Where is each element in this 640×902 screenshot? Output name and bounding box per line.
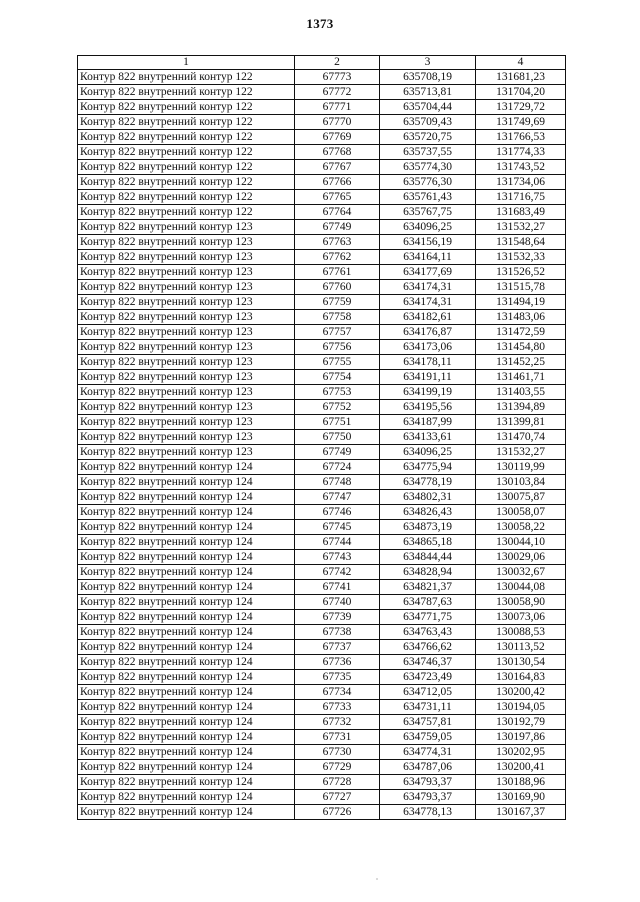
point-number-cell: 67772 <box>295 85 380 100</box>
table-row <box>78 730 566 745</box>
table-row <box>78 580 566 595</box>
table-row <box>78 520 566 535</box>
point-number-cell: 67766 <box>295 175 380 190</box>
table-row <box>78 145 566 160</box>
contour-name-cell: Контур 822 внутренний контур 122 <box>78 190 295 205</box>
y-coordinate-cell: 131716,75 <box>476 190 566 205</box>
x-coordinate-cell: 634096,25 <box>380 445 476 460</box>
x-coordinate-cell: 634793,37 <box>380 775 476 790</box>
y-coordinate-cell: 131483,06 <box>476 310 566 325</box>
x-coordinate-cell: 634096,25 <box>380 220 476 235</box>
contour-name-cell: Контур 822 внутренний контур 124 <box>78 760 295 775</box>
x-coordinate-cell: 635761,43 <box>380 190 476 205</box>
point-number-cell: 67751 <box>295 415 380 430</box>
coordinates-table <box>77 55 566 820</box>
x-coordinate-cell: 634174,31 <box>380 280 476 295</box>
contour-name-cell: Контур 822 внутренний контур 122 <box>78 100 295 115</box>
point-number-cell: 67770 <box>295 115 380 130</box>
point-number-cell: 67741 <box>295 580 380 595</box>
point-number-cell: 67753 <box>295 385 380 400</box>
table-row <box>78 280 566 295</box>
contour-name-cell: Контур 822 внутренний контур 123 <box>78 430 295 445</box>
x-coordinate-cell: 634199,19 <box>380 385 476 400</box>
x-coordinate-cell: 634787,63 <box>380 595 476 610</box>
point-number-cell: 67727 <box>295 790 380 805</box>
y-coordinate-cell: 130073,06 <box>476 610 566 625</box>
table-row <box>78 400 566 415</box>
y-coordinate-cell: 131532,27 <box>476 220 566 235</box>
point-number-cell: 67756 <box>295 340 380 355</box>
table-row <box>78 745 566 760</box>
table-header-row <box>78 56 566 70</box>
x-coordinate-cell: 634187,99 <box>380 415 476 430</box>
table-row <box>78 805 566 820</box>
y-coordinate-cell: 131394,89 <box>476 400 566 415</box>
table-row <box>78 205 566 220</box>
point-number-cell: 67764 <box>295 205 380 220</box>
contour-name-cell: Контур 822 внутренний контур 123 <box>78 310 295 325</box>
table-row <box>78 175 566 190</box>
contour-name-cell: Контур 822 внутренний контур 124 <box>78 580 295 595</box>
x-coordinate-cell: 634731,11 <box>380 700 476 715</box>
table-row <box>78 700 566 715</box>
y-coordinate-cell: 131526,52 <box>476 265 566 280</box>
x-coordinate-cell: 634133,61 <box>380 430 476 445</box>
contour-name-cell: Контур 822 внутренний контур 122 <box>78 70 295 85</box>
y-coordinate-cell: 131774,33 <box>476 145 566 160</box>
point-number-cell: 67728 <box>295 775 380 790</box>
table-row <box>78 460 566 475</box>
point-number-cell: 67749 <box>295 220 380 235</box>
table-row <box>78 355 566 370</box>
x-coordinate-cell: 634821,37 <box>380 580 476 595</box>
point-number-cell: 67754 <box>295 370 380 385</box>
contour-name-cell: Контур 822 внутренний контур 123 <box>78 355 295 370</box>
y-coordinate-cell: 131743,52 <box>476 160 566 175</box>
x-coordinate-cell: 634771,75 <box>380 610 476 625</box>
x-coordinate-cell: 635704,44 <box>380 100 476 115</box>
y-coordinate-cell: 130188,96 <box>476 775 566 790</box>
contour-name-cell: Контур 822 внутренний контур 123 <box>78 370 295 385</box>
y-coordinate-cell: 130088,53 <box>476 625 566 640</box>
point-number-cell: 67738 <box>295 625 380 640</box>
table-row <box>78 190 566 205</box>
x-coordinate-cell: 634775,94 <box>380 460 476 475</box>
point-number-cell: 67747 <box>295 490 380 505</box>
contour-name-cell: Контур 822 внутренний контур 122 <box>78 205 295 220</box>
point-number-cell: 67729 <box>295 760 380 775</box>
point-number-cell: 67726 <box>295 805 380 820</box>
y-coordinate-cell: 131766,53 <box>476 130 566 145</box>
table-row <box>78 760 566 775</box>
y-coordinate-cell: 131452,25 <box>476 355 566 370</box>
contour-name-cell: Контур 822 внутренний контур 122 <box>78 175 295 190</box>
contour-name-cell: Контур 822 внутренний контур 122 <box>78 160 295 175</box>
x-coordinate-cell: 635713,81 <box>380 85 476 100</box>
x-coordinate-cell: 635774,30 <box>380 160 476 175</box>
point-number-cell: 67769 <box>295 130 380 145</box>
y-coordinate-cell: 130119,99 <box>476 460 566 475</box>
table-row <box>78 475 566 490</box>
point-number-cell: 67750 <box>295 430 380 445</box>
table-row <box>78 640 566 655</box>
table-row <box>78 595 566 610</box>
x-coordinate-cell: 634164,11 <box>380 250 476 265</box>
table-row <box>78 100 566 115</box>
table-row <box>78 550 566 565</box>
contour-name-cell: Контур 822 внутренний контур 123 <box>78 220 295 235</box>
contour-name-cell: Контур 822 внутренний контур 123 <box>78 280 295 295</box>
contour-name-cell: Контур 822 внутренний контур 122 <box>78 145 295 160</box>
contour-name-cell: Контур 822 внутренний контур 124 <box>78 790 295 805</box>
y-coordinate-cell: 131472,59 <box>476 325 566 340</box>
contour-name-cell: Контур 822 внутренний контур 124 <box>78 670 295 685</box>
contour-name-cell: Контур 822 внутренний контур 124 <box>78 475 295 490</box>
point-number-cell: 67758 <box>295 310 380 325</box>
point-number-cell: 67734 <box>295 685 380 700</box>
table-row <box>78 505 566 520</box>
table-row <box>78 385 566 400</box>
table-row <box>78 235 566 250</box>
contour-name-cell: Контур 822 внутренний контур 124 <box>78 505 295 520</box>
point-number-cell: 67732 <box>295 715 380 730</box>
x-coordinate-cell: 635708,19 <box>380 70 476 85</box>
point-number-cell: 67761 <box>295 265 380 280</box>
table-row <box>78 295 566 310</box>
table-row <box>78 130 566 145</box>
table-row <box>78 340 566 355</box>
contour-name-cell: Контур 822 внутренний контур 124 <box>78 625 295 640</box>
point-number-cell: 67736 <box>295 655 380 670</box>
table-row <box>78 430 566 445</box>
y-coordinate-cell: 131532,27 <box>476 445 566 460</box>
table-row <box>78 775 566 790</box>
point-number-cell: 67735 <box>295 670 380 685</box>
contour-name-cell: Контур 822 внутренний контур 124 <box>78 460 295 475</box>
table-row <box>78 625 566 640</box>
x-coordinate-cell: 634763,43 <box>380 625 476 640</box>
x-coordinate-cell: 634793,37 <box>380 790 476 805</box>
scan-artifact <box>376 878 378 880</box>
y-coordinate-cell: 130058,07 <box>476 505 566 520</box>
contour-name-cell: Контур 822 внутренний контур 122 <box>78 85 295 100</box>
point-number-cell: 67765 <box>295 190 380 205</box>
x-coordinate-cell: 634778,19 <box>380 475 476 490</box>
y-coordinate-cell: 130194,05 <box>476 700 566 715</box>
x-coordinate-cell: 634191,11 <box>380 370 476 385</box>
x-coordinate-cell: 635709,43 <box>380 115 476 130</box>
point-number-cell: 67746 <box>295 505 380 520</box>
y-coordinate-cell: 130202,95 <box>476 745 566 760</box>
column-header-1: 1 <box>78 56 295 70</box>
y-coordinate-cell: 130164,83 <box>476 670 566 685</box>
contour-name-cell: Контур 822 внутренний контур 123 <box>78 250 295 265</box>
point-number-cell: 67730 <box>295 745 380 760</box>
contour-name-cell: Контур 822 внутренний контур 124 <box>78 805 295 820</box>
y-coordinate-cell: 131704,20 <box>476 85 566 100</box>
table-body <box>78 70 566 820</box>
contour-name-cell: Контур 822 внутренний контур 124 <box>78 535 295 550</box>
point-number-cell: 67743 <box>295 550 380 565</box>
y-coordinate-cell: 130167,37 <box>476 805 566 820</box>
x-coordinate-cell: 634176,87 <box>380 325 476 340</box>
y-coordinate-cell: 131454,80 <box>476 340 566 355</box>
y-coordinate-cell: 130192,79 <box>476 715 566 730</box>
contour-name-cell: Контур 822 внутренний контур 123 <box>78 295 295 310</box>
x-coordinate-cell: 635776,30 <box>380 175 476 190</box>
y-coordinate-cell: 131749,69 <box>476 115 566 130</box>
table-row <box>78 490 566 505</box>
table-row <box>78 265 566 280</box>
y-coordinate-cell: 131399,81 <box>476 415 566 430</box>
column-header-4: 4 <box>476 56 566 70</box>
coordinates-table-container <box>77 55 565 820</box>
y-coordinate-cell: 130197,86 <box>476 730 566 745</box>
x-coordinate-cell: 634759,05 <box>380 730 476 745</box>
contour-name-cell: Контур 822 внутренний контур 123 <box>78 235 295 250</box>
y-coordinate-cell: 131532,33 <box>476 250 566 265</box>
y-coordinate-cell: 130044,08 <box>476 580 566 595</box>
x-coordinate-cell: 634774,31 <box>380 745 476 760</box>
table-row <box>78 325 566 340</box>
contour-name-cell: Контур 822 внутренний контур 124 <box>78 640 295 655</box>
point-number-cell: 67752 <box>295 400 380 415</box>
y-coordinate-cell: 131515,78 <box>476 280 566 295</box>
contour-name-cell: Контур 822 внутренний контур 124 <box>78 685 295 700</box>
table-row <box>78 790 566 805</box>
x-coordinate-cell: 635720,75 <box>380 130 476 145</box>
contour-name-cell: Контур 822 внутренний контур 124 <box>78 550 295 565</box>
x-coordinate-cell: 634178,11 <box>380 355 476 370</box>
point-number-cell: 67767 <box>295 160 380 175</box>
contour-name-cell: Контур 822 внутренний контур 124 <box>78 775 295 790</box>
table-row <box>78 415 566 430</box>
column-header-2: 2 <box>295 56 380 70</box>
table-row <box>78 685 566 700</box>
x-coordinate-cell: 634802,31 <box>380 490 476 505</box>
contour-name-cell: Контур 822 внутренний контур 123 <box>78 445 295 460</box>
table-row <box>78 565 566 580</box>
y-coordinate-cell: 130200,41 <box>476 760 566 775</box>
contour-name-cell: Контур 822 внутренний контур 123 <box>78 265 295 280</box>
y-coordinate-cell: 131548,64 <box>476 235 566 250</box>
y-coordinate-cell: 130029,06 <box>476 550 566 565</box>
x-coordinate-cell: 635737,55 <box>380 145 476 160</box>
y-coordinate-cell: 131681,23 <box>476 70 566 85</box>
x-coordinate-cell: 634778,13 <box>380 805 476 820</box>
x-coordinate-cell: 634766,62 <box>380 640 476 655</box>
y-coordinate-cell: 131470,74 <box>476 430 566 445</box>
y-coordinate-cell: 130032,67 <box>476 565 566 580</box>
x-coordinate-cell: 634723,49 <box>380 670 476 685</box>
point-number-cell: 67757 <box>295 325 380 340</box>
contour-name-cell: Контур 822 внутренний контур 124 <box>78 745 295 760</box>
table-row <box>78 250 566 265</box>
y-coordinate-cell: 131403,55 <box>476 385 566 400</box>
point-number-cell: 67731 <box>295 730 380 745</box>
x-coordinate-cell: 634865,18 <box>380 535 476 550</box>
contour-name-cell: Контур 822 внутренний контур 123 <box>78 385 295 400</box>
column-header-3: 3 <box>380 56 476 70</box>
table-row <box>78 115 566 130</box>
x-coordinate-cell: 634195,56 <box>380 400 476 415</box>
point-number-cell: 67744 <box>295 535 380 550</box>
y-coordinate-cell: 130075,87 <box>476 490 566 505</box>
page-number: 1373 <box>306 16 334 31</box>
contour-name-cell: Контур 822 внутренний контур 122 <box>78 130 295 145</box>
x-coordinate-cell: 634182,61 <box>380 310 476 325</box>
point-number-cell: 67771 <box>295 100 380 115</box>
y-coordinate-cell: 131734,06 <box>476 175 566 190</box>
table-row <box>78 610 566 625</box>
y-coordinate-cell: 131461,71 <box>476 370 566 385</box>
x-coordinate-cell: 634826,43 <box>380 505 476 520</box>
point-number-cell: 67740 <box>295 595 380 610</box>
table-row <box>78 160 566 175</box>
x-coordinate-cell: 634156,19 <box>380 235 476 250</box>
contour-name-cell: Контур 822 внутренний контур 124 <box>78 610 295 625</box>
point-number-cell: 67773 <box>295 70 380 85</box>
point-number-cell: 67737 <box>295 640 380 655</box>
point-number-cell: 67724 <box>295 460 380 475</box>
contour-name-cell: Контур 822 внутренний контур 124 <box>78 730 295 745</box>
point-number-cell: 67763 <box>295 235 380 250</box>
x-coordinate-cell: 634828,94 <box>380 565 476 580</box>
contour-name-cell: Контур 822 внутренний контур 123 <box>78 415 295 430</box>
table-row <box>78 310 566 325</box>
point-number-cell: 67745 <box>295 520 380 535</box>
point-number-cell: 67768 <box>295 145 380 160</box>
table-row <box>78 85 566 100</box>
contour-name-cell: Контур 822 внутренний контур 123 <box>78 340 295 355</box>
contour-name-cell: Контур 822 внутренний контур 124 <box>78 700 295 715</box>
x-coordinate-cell: 634173,06 <box>380 340 476 355</box>
table-row <box>78 70 566 85</box>
point-number-cell: 67748 <box>295 475 380 490</box>
x-coordinate-cell: 634757,81 <box>380 715 476 730</box>
point-number-cell: 67755 <box>295 355 380 370</box>
y-coordinate-cell: 130130,54 <box>476 655 566 670</box>
point-number-cell: 67760 <box>295 280 380 295</box>
point-number-cell: 67759 <box>295 295 380 310</box>
point-number-cell: 67749 <box>295 445 380 460</box>
x-coordinate-cell: 634712,05 <box>380 685 476 700</box>
table-row <box>78 535 566 550</box>
contour-name-cell: Контур 822 внутренний контур 123 <box>78 325 295 340</box>
y-coordinate-cell: 130058,22 <box>476 520 566 535</box>
contour-name-cell: Контур 822 внутренний контур 123 <box>78 400 295 415</box>
y-coordinate-cell: 131729,72 <box>476 100 566 115</box>
x-coordinate-cell: 634177,69 <box>380 265 476 280</box>
contour-name-cell: Контур 822 внутренний контур 124 <box>78 595 295 610</box>
contour-name-cell: Контур 822 внутренний контур 124 <box>78 520 295 535</box>
table-row <box>78 715 566 730</box>
y-coordinate-cell: 130200,42 <box>476 685 566 700</box>
table-row <box>78 445 566 460</box>
y-coordinate-cell: 130058,90 <box>476 595 566 610</box>
contour-name-cell: Контур 822 внутренний контур 124 <box>78 490 295 505</box>
y-coordinate-cell: 130044,10 <box>476 535 566 550</box>
point-number-cell: 67742 <box>295 565 380 580</box>
contour-name-cell: Контур 822 внутренний контур 122 <box>78 115 295 130</box>
contour-name-cell: Контур 822 внутренний контур 124 <box>78 715 295 730</box>
x-coordinate-cell: 634873,19 <box>380 520 476 535</box>
x-coordinate-cell: 634844,44 <box>380 550 476 565</box>
contour-name-cell: Контур 822 внутренний контур 124 <box>78 565 295 580</box>
x-coordinate-cell: 634746,37 <box>380 655 476 670</box>
table-row <box>78 220 566 235</box>
y-coordinate-cell: 130169,90 <box>476 790 566 805</box>
contour-name-cell: Контур 822 внутренний контур 124 <box>78 655 295 670</box>
table-row <box>78 670 566 685</box>
y-coordinate-cell: 131683,49 <box>476 205 566 220</box>
y-coordinate-cell: 130103,84 <box>476 475 566 490</box>
x-coordinate-cell: 634787,06 <box>380 760 476 775</box>
point-number-cell: 67762 <box>295 250 380 265</box>
y-coordinate-cell: 131494,19 <box>476 295 566 310</box>
point-number-cell: 67733 <box>295 700 380 715</box>
table-row <box>78 370 566 385</box>
point-number-cell: 67739 <box>295 610 380 625</box>
x-coordinate-cell: 635767,75 <box>380 205 476 220</box>
y-coordinate-cell: 130113,52 <box>476 640 566 655</box>
x-coordinate-cell: 634174,31 <box>380 295 476 310</box>
table-row <box>78 655 566 670</box>
